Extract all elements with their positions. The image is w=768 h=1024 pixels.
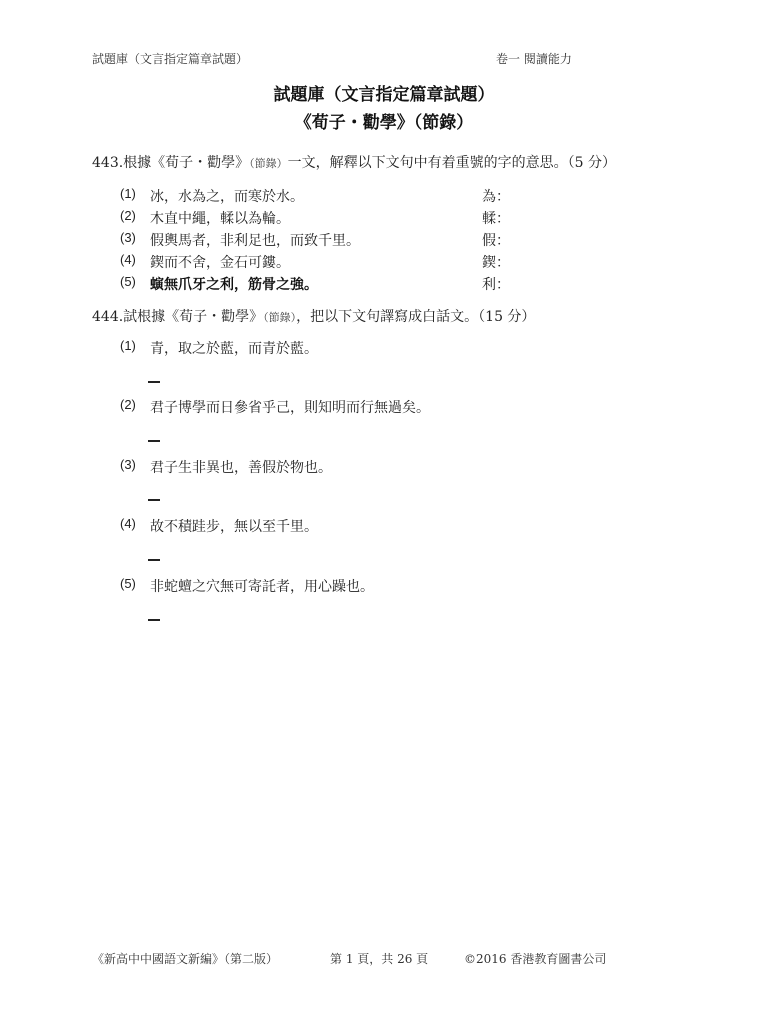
item-text: 青，取之於藍，而青於藍。 (150, 341, 318, 357)
item-number: (3) (120, 457, 136, 472)
q444-item (120, 516, 660, 536)
item-text: 假輿馬者，非利足也，而致千里。 (150, 233, 360, 249)
item-number: (2) (120, 397, 136, 412)
q443-item (120, 186, 660, 206)
answer-label: 為： (482, 189, 510, 205)
q444-item (120, 338, 660, 358)
item-number: (2) (120, 208, 136, 223)
answer-label: 假： (482, 233, 510, 249)
q443-item (120, 230, 660, 250)
q444-item (120, 457, 660, 477)
question-444-suffix: ，把以下文句譯寫成白話文。（15 分） (296, 309, 536, 325)
item-text: 君子生非異也，善假於物也。 (150, 460, 332, 476)
page-subtitle: 《荀子・勸學》（節錄） (294, 113, 474, 133)
item-number: (4) (120, 516, 136, 531)
item-number: (5) (120, 274, 136, 289)
answer-line (148, 559, 160, 561)
footer-copyright: ©2016 香港教育圖書公司 (464, 952, 607, 966)
q444-item (120, 397, 660, 417)
question-444-prefix: 444.試根據《荀子・勸學》 (92, 309, 264, 325)
q444-item (120, 576, 660, 596)
question-443-suffix: 一文，解釋以下文句中有着重號的字的意思。（5 分） (287, 155, 617, 171)
item-number: (1) (120, 338, 136, 353)
item-number: (4) (120, 252, 136, 267)
item-text: 故不積跬步，無以至千里。 (150, 519, 318, 535)
question-443-prefix: 443.根據《荀子・勸學》 (92, 155, 250, 171)
question-443-note: （節錄） (249, 157, 288, 170)
item-text: 冰，水為之，而寒於水。 (150, 189, 304, 205)
footer-page-number: 第 1 頁，共 26 頁 (330, 952, 429, 966)
question-443 (92, 152, 616, 172)
answer-line (148, 440, 160, 442)
item-text: 木直中繩，輮以為輪。 (150, 211, 290, 227)
answer-label: 輮： (482, 211, 510, 227)
question-444 (92, 306, 535, 326)
answer-label: 利： (482, 277, 510, 293)
answer-label: 鍥： (482, 255, 510, 271)
item-number: (3) (120, 230, 136, 245)
question-444-note: （節錄） (263, 311, 297, 324)
q443-item (120, 274, 660, 294)
item-text: 非蛇蟺之穴無可寄託者，用心躁也。 (150, 579, 374, 595)
answer-line (148, 619, 160, 621)
header-right: 卷一 閱讀能力 (496, 52, 572, 66)
q443-item (120, 252, 660, 272)
item-text: 螾無爪牙之利，筋骨之強。 (150, 277, 318, 293)
answer-line (148, 499, 160, 501)
answer-line (148, 381, 160, 383)
item-text: 君子博學而日參省乎己，則知明而行無過矣。 (150, 400, 430, 416)
page-title: 試題庫（文言指定篇章試題） (273, 85, 495, 105)
q443-item (120, 208, 660, 228)
footer-book-title: 《新高中中國語文新編》（第二版） (92, 952, 279, 966)
item-number: (1) (120, 186, 136, 201)
item-text: 鍥而不舍，金石可鏤。 (150, 255, 290, 271)
header-left: 試題庫（文言指定篇章試題） (92, 52, 249, 66)
item-number: (5) (120, 576, 136, 591)
